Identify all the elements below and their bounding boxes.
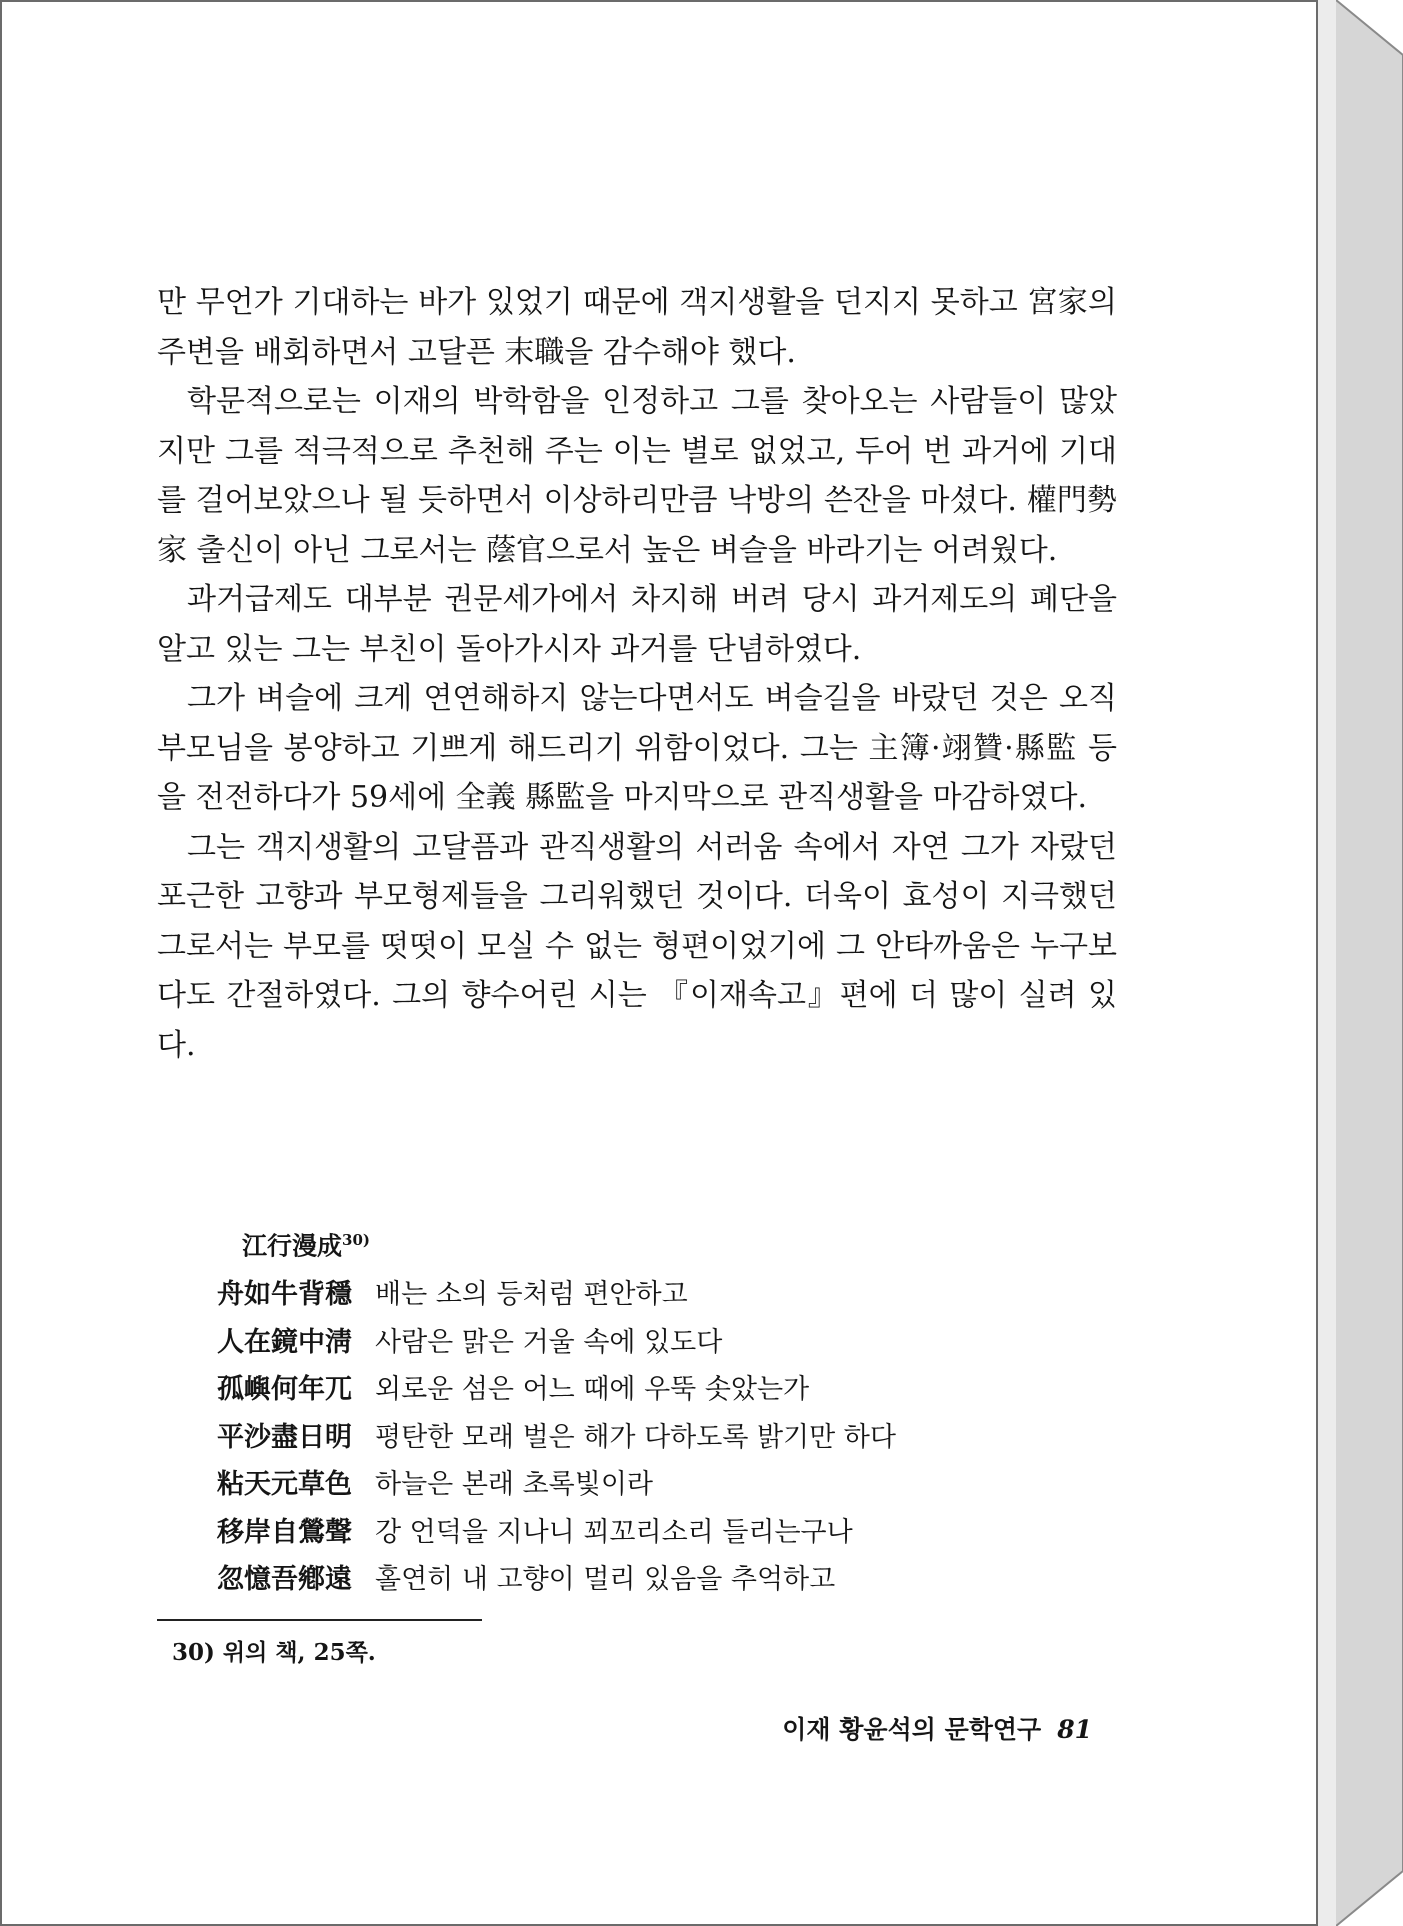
paragraph-1: 만 무언가 기대하는 바가 있었기 때문에 객지생활을 던지지 못하고 宮家의 주변을 배회하면서 고달픈 末職을 감수해야 했다. bbox=[157, 285, 1117, 370]
poem-line bbox=[217, 1506, 1017, 1554]
page-number: 81 bbox=[1057, 1715, 1092, 1744]
book-page-edge bbox=[1318, 0, 1403, 1926]
body-text bbox=[157, 278, 1117, 1070]
poem-line-hanja: 人在鏡中淸 bbox=[217, 1326, 352, 1358]
poem-line-translation: 평탄한 모래 벌은 해가 다하도록 밝기만 하다 bbox=[375, 1421, 896, 1453]
poem-line bbox=[217, 1553, 1017, 1601]
poem-line-hanja: 移岸自鶯聲 bbox=[217, 1516, 352, 1548]
paragraph-4: 그가 벼슬에 크게 연연해하지 않는다면서도 벼슬길을 바랐던 것은 오직 부모님을 봉양하고 기쁘게 해드리기 위함이었다. 그는 主簿·翊贊·縣監 등을 전전하다가 59세에 全義 縣監을 마지막으로 관직생활을 마감하였다. bbox=[157, 681, 1117, 815]
poem-line bbox=[217, 1363, 1017, 1411]
poem-title bbox=[242, 1222, 370, 1264]
footnote-reference: 30) bbox=[342, 1231, 370, 1249]
footnote: 30) 위의 책, 25쪽. bbox=[172, 1639, 376, 1666]
poem-line-translation: 홀연히 내 고향이 멀리 있음을 추억하고 bbox=[375, 1564, 836, 1596]
poem-title-text: 江行漫成 bbox=[242, 1231, 343, 1261]
poem bbox=[217, 1268, 1017, 1601]
paragraph-2: 학문적으로는 이재의 박학함을 인정하고 그를 찾아오는 사람들이 많았지만 그를 적극적으로 추천해 주는 이는 별로 없었고, 두어 번 과거에 기대를 걸어보았으나 될 듯하면서 이상하리만큼 낙방의 쓴잔을 마셨다. 權門勢家 출신이 아닌 그로서는 蔭官으로서 높은 벼슬을 바라기는 어려웠다. bbox=[157, 384, 1117, 568]
poem-line-hanja: 舟如牛背穩 bbox=[217, 1279, 352, 1311]
running-footer-title: 이재 황윤석의 문학연구 bbox=[782, 1715, 1042, 1744]
poem-line-hanja: 粘天元草色 bbox=[217, 1469, 352, 1501]
poem-line-hanja: 孤嶼何年兀 bbox=[217, 1374, 352, 1406]
poem-line-translation: 강 언덕을 지나니 꾀꼬리소리 들리는구나 bbox=[375, 1516, 853, 1548]
poem-line-translation: 외로운 섬은 어느 때에 우뚝 솟았는가 bbox=[375, 1374, 810, 1406]
footnote-divider bbox=[157, 1619, 482, 1621]
running-footer bbox=[762, 1712, 1092, 1748]
poem-line-hanja: 平沙盡日明 bbox=[217, 1421, 352, 1453]
poem-line bbox=[217, 1458, 1017, 1506]
poem-line-hanja: 忽憶吾鄕遠 bbox=[217, 1564, 352, 1596]
paragraph-5: 그는 객지생활의 고달픔과 관직생활의 서러움 속에서 자연 그가 자랐던 포근한 고향과 부모형제들을 그리워했던 것이다. 더욱이 효성이 지극했던 그로서는 부모를 떳떳이 모실 수 없는 형편이었기에 그 안타까움은 누구보다도 간절하였다. 그의 향수어린 시는 『이재속고』편에 더 많이 실려 있다. bbox=[157, 829, 1117, 1063]
poem-line-translation: 배는 소의 등처럼 편안하고 bbox=[375, 1279, 688, 1311]
page-edge-shape bbox=[1318, 0, 1403, 1926]
poem-line bbox=[217, 1316, 1017, 1364]
poem-line-translation: 하늘은 본래 초록빛이라 bbox=[375, 1469, 653, 1501]
poem-line bbox=[217, 1411, 1017, 1459]
poem-line-translation: 사람은 맑은 거울 속에 있도다 bbox=[375, 1326, 723, 1358]
poem-line bbox=[217, 1268, 1017, 1316]
paragraph-3: 과거급제도 대부분 권문세가에서 차지해 버려 당시 과거제도의 폐단을 알고 있는 그는 부친이 돌아가시자 과거를 단념하였다. bbox=[157, 582, 1117, 667]
